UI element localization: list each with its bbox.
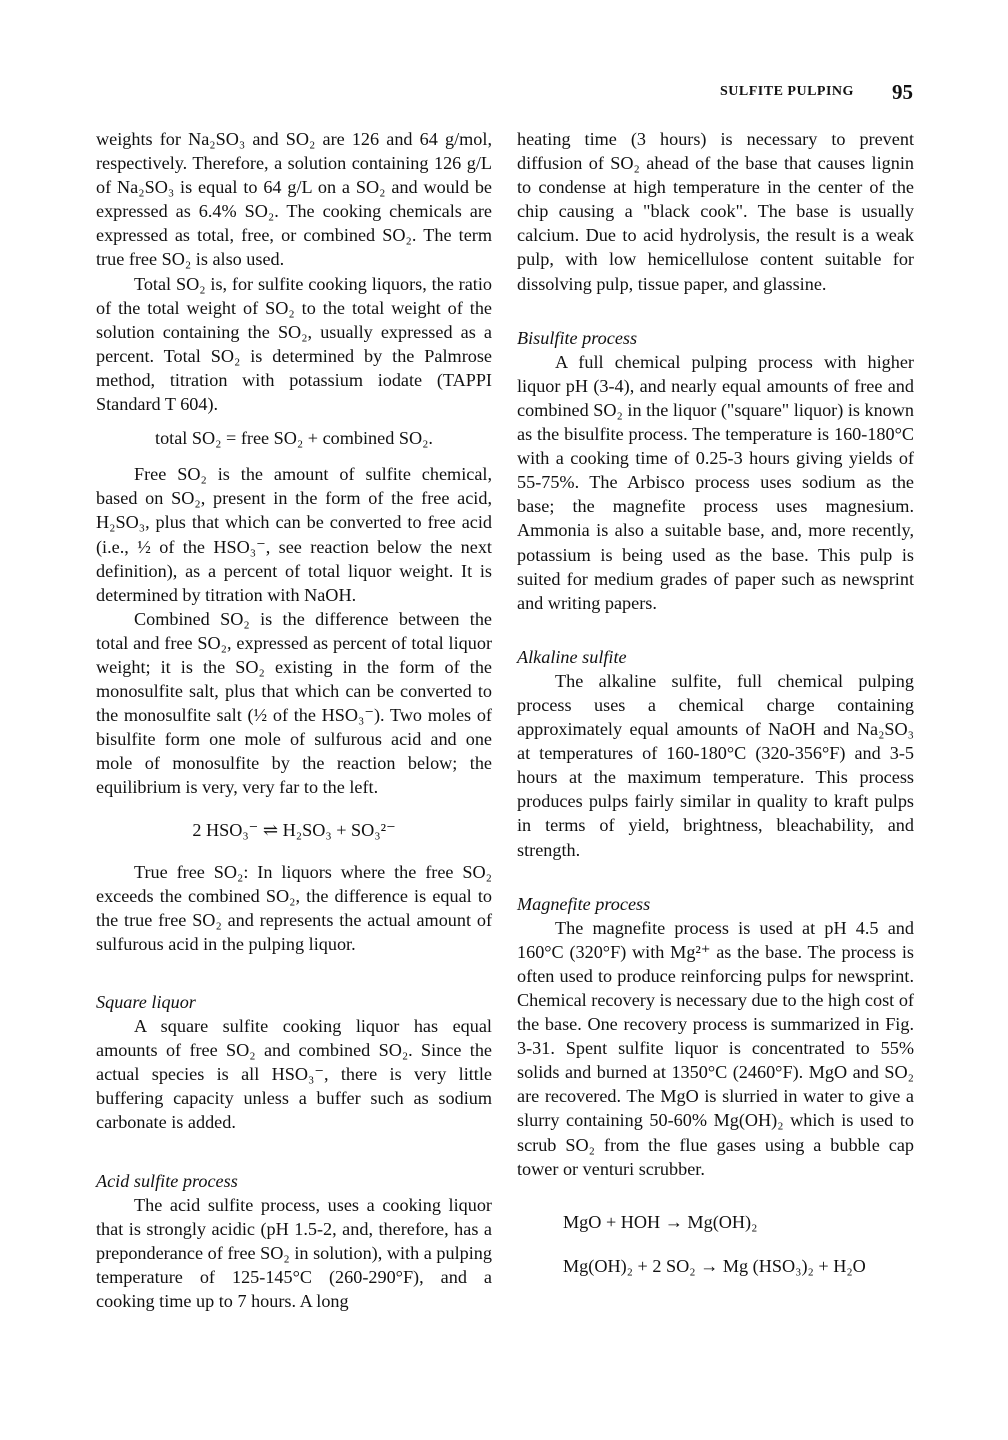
section-heading: Acid sulfite process bbox=[96, 1170, 238, 1191]
paragraph: Combined SO₂ is the difference between the total and free SO₂, expressed as percent of total liquor weight; it is the SO₂ existing in the form of the monosulfite salt, plus that which can be converted to the monosulfite salt (½ of the HSO₃⁻). Two moles of bisulfite form one mole of sulfurous acid and one mole of monosulfite by the reaction below; the equilibrium is very, very far to the left. bbox=[96, 608, 492, 798]
paragraph: The magnefite process is used at pH 4.5 and 160°C (320°F) with Mg²⁺ as the base. The process is often used to produce reinforcing pulps for newsprint. Chemical recovery is necessary due to the high cost of the base. One recovery process is summarized in Fig. 3-31. Spent sulfite liquor is concentrated to 55% solids and burned at 1350°C (2460°F). MgO and SO₂ are recovered. The MgO is slurried in water to give a slurry containing 50-60% Mg(OH)₂ which is used to scrub SO₂ from the flue gases using a bubble cap tower or venturi scrubber. bbox=[517, 917, 914, 1179]
paragraph: heating time (3 hours) is necessary to prevent diffusion of SO₂ ahead of the base that causes lignin to condense at high temperature in the center of the chip causing a "black cook". The base is usually calcium. Due to acid hydrolysis, the result is a weak pulp, with low hemicellulose content suitable for dissolving pulp, tissue paper, and glassine. bbox=[517, 129, 914, 294]
equation: Mg(OH)₂ + 2 SO₂ → Mg (HSO₃)₂ + H₂O bbox=[563, 1255, 866, 1276]
paragraph: A full chemical pulping process with higher liquor pH (3-4), and nearly equal amounts of free and combined SO₂ in the liquor ("square" liquor) is known as the bisulfite process. The temperature is 160-180°C with a cooking time of 0.25-3 hours giving yields of 55-75%. The Arbisco process uses sodium as the base; the magnefite process uses magnesium. Ammonia is also a suitable base, and, more recently, potassium is being used as the base. This pulp is suited for medium grades of paper such as newsprint and writing papers. bbox=[517, 351, 915, 613]
paragraph: A square sulfite cooking liquor has equal amounts of free SO₂ and combined SO₂. Since the actual species is all HSO₃⁻, there is very little buffering capacity unless a buffer such as sodium carbonate is added. bbox=[96, 1016, 492, 1133]
equation: 2 HSO₃⁻ ⇌ H₂SO₃ + SO₃²⁻ bbox=[192, 819, 396, 840]
paragraph: weights for Na₂SO₃ and SO₂ are 126 and 64 g/mol, respectively. Therefore, a solution containing 126 g/L of Na₂SO₃ is equal to 64 g/L on a SO₂ and would be expressed as 6.4% SO₂. The cooking chemicals are expressed as total, free, or combined SO₂. The term true free SO₂ is also used. bbox=[96, 129, 492, 270]
equation: MgO + HOH → Mg(OH)₂ bbox=[563, 1211, 758, 1232]
section-heading: Bisulfite process bbox=[517, 327, 638, 348]
section-heading: Alkaline sulfite bbox=[517, 646, 627, 667]
section-heading: Magnefite process bbox=[517, 893, 651, 914]
left-column bbox=[96, 127, 492, 1313]
paragraph: Total SO₂ is, for sulfite cooking liquors, the ratio of the total weight of SO₂ to the total weight of the solution containing the SO₂, usually expressed as a percent. Total SO₂ is determined by the Palmrose method, titration with potassium iodate (TAPPI Standard T 604). bbox=[96, 273, 492, 415]
running-head: SULFITE PULPING bbox=[720, 84, 854, 99]
page-header bbox=[0, 80, 1008, 110]
page-number: 95 bbox=[892, 80, 913, 104]
equation: total SO₂ = free SO₂ + combined SO₂. bbox=[155, 428, 433, 449]
right-column bbox=[517, 127, 914, 1283]
paragraph: Free SO₂ is the amount of sulfite chemical, based on SO₂, present in the form of the free acid, H₂SO₃, plus that which can be converted to free acid (i.e., ½ of the HSO₃⁻, see reaction below the next definition), as a percent of total liquor weight. It is determined by titration with NaOH. bbox=[96, 464, 492, 605]
paragraph: The alkaline sulfite, full chemical pulping process uses a chemical charge containing approximately equal amounts of NaOH and Na₂SO₃ at temperatures of 160-180°C (320-356°F) and 3-5 hours at the maximum temperature. This process produces pulps fairly similar in quality to kraft pulps in terms of yield, brightness, bleachability, and strength. bbox=[517, 670, 914, 860]
paragraph: True free SO₂: In liquors where the free SO₂ exceeds the combined SO₂, the difference is equal to the true free SO₂ and represents the actual amount of sulfurous acid in the pulping liquor. bbox=[96, 861, 492, 954]
section-heading: Square liquor bbox=[96, 992, 196, 1012]
paragraph: The acid sulfite process, uses a cooking liquor that is strongly acidic (pH 1.5-2, and, therefore, has a preponderance of free SO₂ in solution), with a pulping temperature of 125-145°C (260-290°F), and a cooking time up to 7 hours. A long bbox=[96, 1194, 492, 1312]
